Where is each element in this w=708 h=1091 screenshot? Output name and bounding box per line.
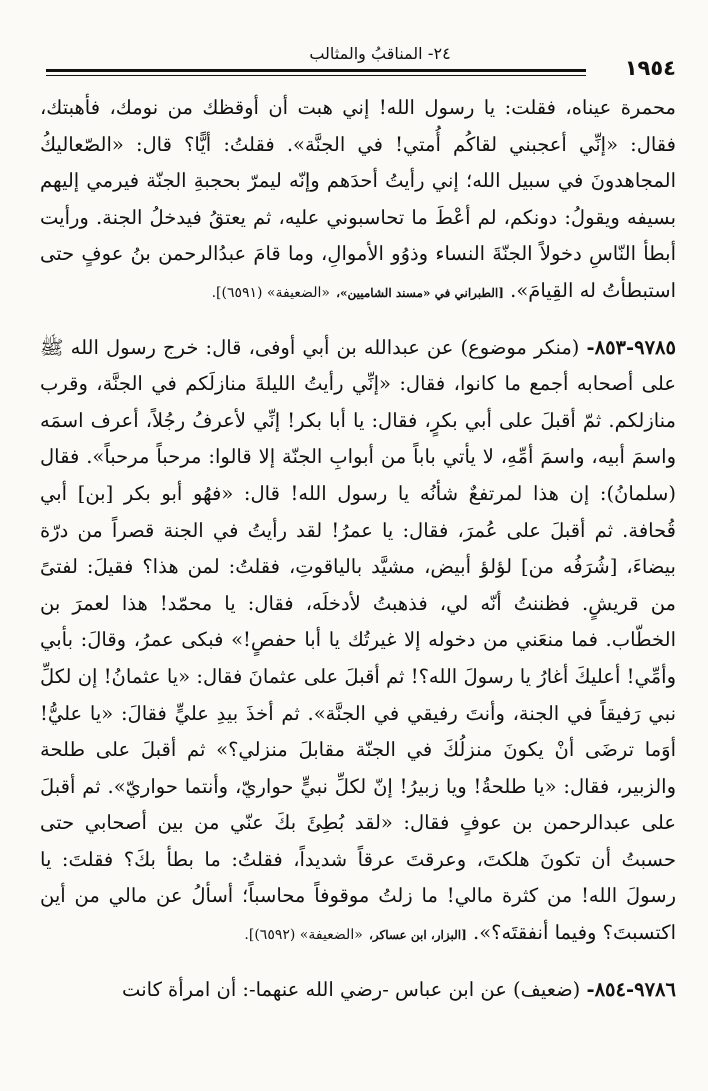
hadith-number: ٩٧٨٥-٨٥٣- <box>586 335 677 359</box>
chapter-title: ٢٤- المناقبُ والمثالب <box>280 44 480 63</box>
page-number: ١٩٥٤ <box>624 56 676 80</box>
hadith-continuation <box>40 90 676 312</box>
hadith-citation: «الضعيفة» (٦٥٩٢)]. <box>244 927 363 944</box>
hadith-source: [البزار، ابن عساكر، <box>368 928 467 943</box>
hadith-source: [الطبراني في «مسند الشاميين»، <box>336 285 504 300</box>
hadith-entry <box>40 330 676 954</box>
hadith-text: محمرة عيناه، فقلت: يا رسول الله! إني هبت أن أوقظك من نومك، فأهبتك، فقال: «إنِّي أعجبني لقاكُم أُمتي! في الجنَّة». فقلتُ: أيًّا؟ قال: «الصّعاليكُ المجاهدونَ في سبيل الله؛ إني رأيتُ أحدَهم وإنّه ليمرّ بحجبةِ الجنّة فيرمي إليهم بسيفه ويقولُ: دونكم، لم أعْطَ ما تحاسبوني عليه، ثم يعتقُ فيدخلُ الجنة. ورأيت أبطأ النّاسِ دخولاً الجنّةَ النساء وذوُو الأموالِ، وما قامَ عبدُالرحمن بنُ عوفٍ حتى استبطأتُ له القِيامَ». <box>40 96 676 302</box>
page-body <box>40 90 676 1008</box>
hadith-citation: «الضعيفة» (٦٥٩١)]. <box>211 284 330 301</box>
header-rule <box>46 69 586 72</box>
hadith-text: (منكر موضوع) عن عبدالله بن أبي أوفى، قال: خرج رسول الله ﷺ على أصحابه أجمع ما كانوا، فقال: «إنِّي رأيتُ الليلةَ منازلَكم في الجنَّة، وقرب منازلكم. ثمّ أقبلَ على أبي بكرٍ، فقال: يا أبا بكر! إنِّي لأعرفُ رجُلاً، أعرف اسمَه واسمَ أبيه، واسمَ أمِّهِ، لا يأتي باباً من أبوابِ الجنّة إلا قالوا: مرحباً مرحباً». فقال (سلمانُ): إن هذا لمرتفعٌ شأنُه يا رسول الله! قال: «فهُو أبو بكر [بن] أبي قُحافة. ثم أقبلَ على عُمرَ، فقال: يا عمرُ! لقد رأيتُ في الجنة قصراً من درّة بيضاءَ، [شُرَفُه من] لؤلؤ أبيض، مشيَّد بالياقوتِ، فقلتُ: لمن هذا؟ فقيلَ: لفتىً من قريشٍ. فظننتُ أنّه لي، فذهبتُ لأدخلَه، فقال: يا محمّد! هذا لعمرَ بن الخطّاب. فما منعَني من دخوله إلا غيرتُك يا أبا حفصٍ!» فبكى عمرُ، وقالَ: بأبي وأمِّي! أعليكَ أغارُ يا رسولَ الله؟! ثم أقبلَ على عثمانَ فقال: «يا عثمانُ! إن لكلِّ نبي رَفيقاً في الجنة، وأنتَ رفيقي في الجنَّة». ثم أخذَ بيدِ عليٍّ فقالَ: «يا عليُّ! أوَما ترضَى أنْ يكونَ منزلُكَ في الجنّة مقابلَ منزلي؟» ثم أقبلَ على طلحة والزبير، فقال: «يا طلحةُ! ويا زبيرُ! إنّ لكلِّ نبيٍّ حواريّ، وأنتما حواريّ». ثم أقبلَ على عبدالرحمن بن عوفٍ فقال: «لقد بُطِئَ بكَ عنّي من بين أصحابي حتى حسبتُ أن تكونَ هلكتَ، وعرقتَ عرقاً شديداً، فقلتُ: ما بطأ بكَ؟ فقلتَ: يا رسولَ الله! من كثرة مالي! ما زلتُ موقوفاً محاسباً؛ أسألُ عن مالي من أين اكتسبتَ؟ وفيما أنفقتَه؟». <box>40 335 676 945</box>
hadith-number: ٩٧٨٦-٨٥٤- <box>586 977 676 1001</box>
hadith-text: (ضعيف) عن ابن عباس -رضي الله عنهما-: أن امرأة كانت <box>122 977 581 1001</box>
page-header <box>40 44 676 84</box>
hadith-entry <box>40 972 676 1009</box>
header-rule-thin <box>46 75 586 76</box>
